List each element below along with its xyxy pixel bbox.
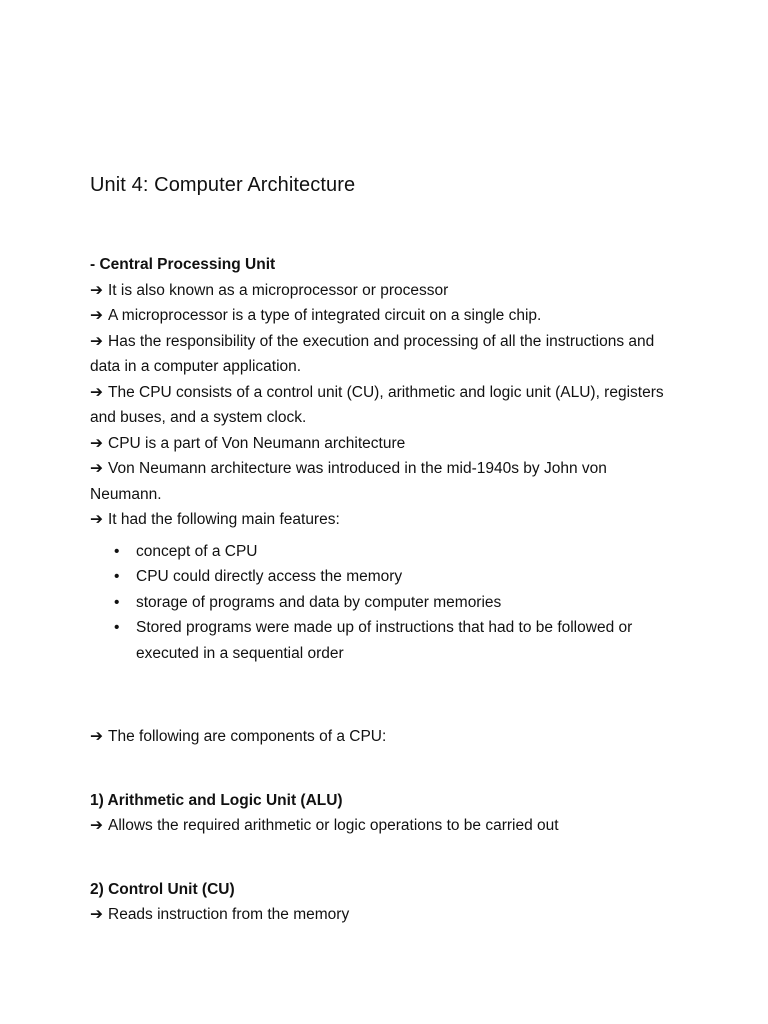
bullet-icon: • — [114, 542, 120, 560]
bullet-icon: • — [114, 593, 120, 611]
arrow-icon: ➔ — [90, 817, 103, 834]
page-title: Unit 4: Computer Architecture — [90, 174, 356, 196]
cpu-line-3: ➔ Has the responsibility of the execution and processing of all the instructions and data in a computer application. — [90, 332, 655, 375]
feature-item: • storage of programs and data by computer memories — [90, 590, 690, 616]
components-intro — [90, 724, 690, 750]
cpu-section — [90, 252, 690, 666]
arrow-icon: ➔ — [90, 332, 103, 350]
arrow-icon: ➔ — [90, 434, 103, 452]
alu-heading: 1) Arithmetic and Logic Unit (ALU) — [90, 791, 343, 809]
cpu-line-4: ➔ The CPU consists of a control unit (CU), arithmetic and logic unit (ALU), registers and buses, and a system clock. — [90, 383, 664, 426]
arrow-icon: ➔ — [90, 728, 103, 745]
arrow-icon: ➔ — [90, 281, 103, 299]
cpu-line-7: ➔ It had the following main features: — [90, 511, 340, 528]
cpu-line-6: ➔ Von Neumann architecture was introduced in the mid-1940s by John von Neumann. — [90, 460, 607, 503]
bullet-icon: • — [114, 568, 120, 585]
bullet-icon: • — [114, 619, 120, 636]
feature-item: • concept of a CPU — [90, 539, 690, 565]
alu-section — [90, 788, 690, 839]
cu-section — [90, 877, 690, 928]
arrow-icon: ➔ — [90, 307, 103, 324]
arrow-icon: ➔ — [90, 906, 103, 923]
components-intro-line: ➔ The following are components of a CPU: — [90, 728, 387, 745]
document-page — [90, 170, 690, 928]
cu-heading: 2) Control Unit (CU) — [90, 880, 235, 898]
arrow-icon: ➔ — [90, 460, 103, 477]
cpu-line-1: ➔ It is also known as a microprocessor or processor — [90, 281, 449, 299]
arrow-icon: ➔ — [90, 383, 103, 401]
cpu-heading: - Central Processing Unit — [90, 256, 276, 273]
alu-line: ➔ Allows the required arithmetic or logic operations to be carried out — [90, 817, 559, 834]
cpu-line-5: ➔ CPU is a part of Von Neumann architecture — [90, 434, 406, 452]
cpu-line-2: ➔ A microprocessor is a type of integrated circuit on a single chip. — [90, 307, 542, 324]
arrow-icon: ➔ — [90, 511, 103, 528]
feature-item: • Stored programs were made up of instructions that had to be followed or executed in a sequential order — [90, 615, 666, 666]
cu-line: ➔ Reads instruction from the memory — [90, 906, 350, 923]
feature-list — [90, 539, 690, 667]
feature-item: • CPU could directly access the memory — [90, 564, 690, 590]
